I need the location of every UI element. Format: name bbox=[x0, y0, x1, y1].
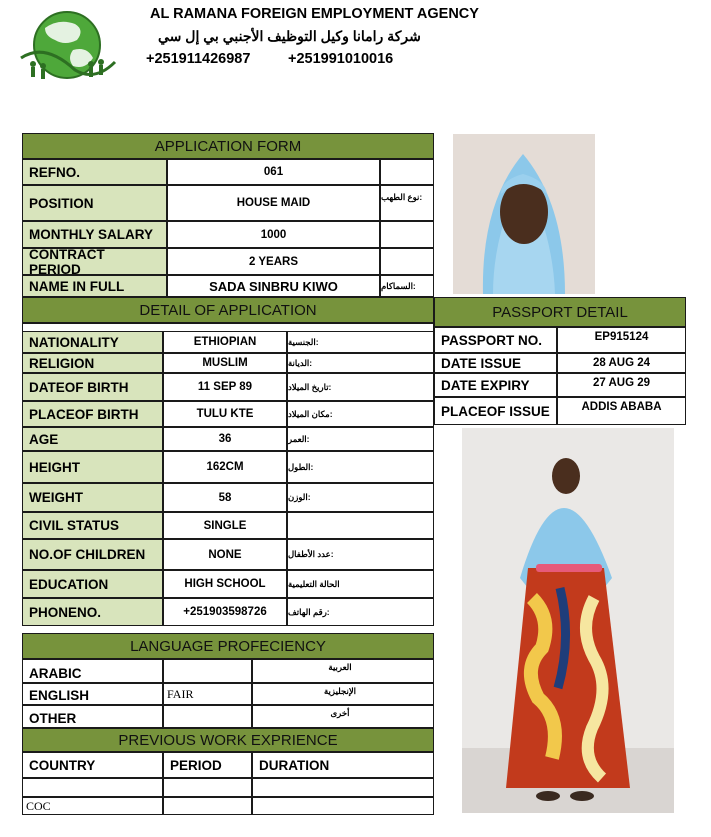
globe-logo-icon bbox=[15, 6, 119, 84]
detail-row-label: RELIGION bbox=[22, 353, 163, 373]
work-col-country: COUNTRY bbox=[22, 752, 163, 778]
passport-row-label: DATE ISSUE bbox=[434, 353, 557, 373]
app-row-label: NAME IN FULL bbox=[22, 275, 167, 297]
passport-row-value: 28 AUG 24 bbox=[557, 353, 686, 373]
passport-row-label: PLACEOF ISSUE bbox=[434, 397, 557, 425]
detail-row-value: TULU KTE bbox=[163, 401, 287, 427]
agency-phone-2: +251991010016 bbox=[288, 51, 394, 67]
agency-name-ar: شركة رامانا وكيل التوظيف الأجنبي بي إل سي bbox=[158, 28, 421, 44]
app-row-arabic bbox=[380, 159, 434, 185]
app-row-value: 061 bbox=[167, 159, 380, 185]
detail-row-label: NO.OF CHILDREN bbox=[22, 539, 163, 570]
detail-spacer bbox=[22, 323, 434, 331]
app-row-arabic bbox=[380, 248, 434, 275]
detail-row-value: HIGH SCHOOL bbox=[163, 570, 287, 598]
passport-row-label: DATE EXPIRY bbox=[434, 373, 557, 397]
detail-row-label: EDUCATION bbox=[22, 570, 163, 598]
coc-label: COC bbox=[22, 797, 163, 815]
detail-row-value: NONE bbox=[163, 539, 287, 570]
coc-period bbox=[163, 797, 252, 815]
detail-row-arabic: :تاريخ الميلاد bbox=[287, 373, 434, 401]
detail-row-value: SINGLE bbox=[163, 512, 287, 539]
detail-row-value: MUSLIM bbox=[163, 353, 287, 373]
applicant-head-photo bbox=[453, 134, 595, 294]
language-row-label: OTHER bbox=[22, 705, 163, 728]
detail-row-arabic: :عدد الأطفال bbox=[287, 539, 434, 570]
detail-row-value: 36 bbox=[163, 427, 287, 451]
app-row-label: REFNO. bbox=[22, 159, 167, 185]
language-proficiency-header: LANGUAGE PROFECIENCY bbox=[22, 633, 434, 659]
detail-row-label: HEIGHT bbox=[22, 451, 163, 483]
passport-row-value: 27 AUG 29 bbox=[557, 373, 686, 397]
detail-row-arabic: :الديانة bbox=[287, 353, 434, 373]
detail-row-arabic: الحالة التعليمية bbox=[287, 570, 434, 598]
app-row-label: MONTHLY SALARY bbox=[22, 221, 167, 248]
work-row-period bbox=[163, 778, 252, 797]
agency-phone-1: +251911426987 bbox=[146, 51, 251, 67]
language-row-level bbox=[163, 705, 252, 728]
detail-of-application-header: DETAIL OF APPLICATION bbox=[22, 297, 434, 323]
language-row-arabic: العربية bbox=[252, 659, 434, 683]
detail-row-arabic: :مكان الميلاد bbox=[287, 401, 434, 427]
detail-row-label: PHONENO. bbox=[22, 598, 163, 626]
detail-row-label: PLACEOF BIRTH bbox=[22, 401, 163, 427]
application-form-header: APPLICATION FORM bbox=[22, 133, 434, 159]
app-row-value: 2 YEARS bbox=[167, 248, 380, 275]
language-row-arabic: الإنجليزية bbox=[252, 683, 434, 705]
detail-row-value: ETHIOPIAN bbox=[163, 331, 287, 353]
passport-detail-header: PASSPORT DETAIL bbox=[434, 297, 686, 327]
app-row-arabic: :نوع الطهب bbox=[380, 185, 434, 221]
detail-row-label: WEIGHT bbox=[22, 483, 163, 512]
detail-row-arabic: :الوزن bbox=[287, 483, 434, 512]
work-row-country bbox=[22, 778, 163, 797]
applicant-full-body-photo bbox=[462, 428, 674, 813]
work-col-duration: DURATION bbox=[252, 752, 434, 778]
app-row-value: HOUSE MAID bbox=[167, 185, 380, 221]
detail-row-label: DATEOF BIRTH bbox=[22, 373, 163, 401]
app-row-value: 1000 bbox=[167, 221, 380, 248]
detail-row-arabic: :العمر bbox=[287, 427, 434, 451]
detail-row-arabic: :رقم الهاتف bbox=[287, 598, 434, 626]
work-col-period: PERIOD bbox=[163, 752, 252, 778]
app-row-arabic bbox=[380, 221, 434, 248]
agency-name-en: AL RAMANA FOREIGN EMPLOYMENT AGENCY bbox=[150, 6, 479, 22]
detail-row-label: NATIONALITY bbox=[22, 331, 163, 353]
work-row-duration bbox=[252, 778, 434, 797]
detail-row-arabic: :الطول bbox=[287, 451, 434, 483]
language-row-level: FAIR bbox=[163, 683, 252, 705]
detail-row-value: 11 SEP 89 bbox=[163, 373, 287, 401]
language-row-label: ARABIC bbox=[22, 659, 163, 683]
app-row-value: SADA SINBRU KIWO bbox=[167, 275, 380, 297]
detail-row-arabic bbox=[287, 512, 434, 539]
language-row-level bbox=[163, 659, 252, 683]
detail-row-value: 162CM bbox=[163, 451, 287, 483]
detail-row-value: +251903598726 bbox=[163, 598, 287, 626]
previous-work-header: PREVIOUS WORK EXPRIENCE bbox=[22, 728, 434, 752]
coc-duration bbox=[252, 797, 434, 815]
language-row-arabic: أخرى bbox=[252, 705, 434, 728]
agency-logo bbox=[15, 6, 119, 84]
app-row-label: POSITION bbox=[22, 185, 167, 221]
detail-row-value: 58 bbox=[163, 483, 287, 512]
detail-row-label: CIVIL STATUS bbox=[22, 512, 163, 539]
passport-row-label: PASSPORT NO. bbox=[434, 327, 557, 353]
passport-row-value: ADDIS ABABA bbox=[557, 397, 686, 425]
detail-row-label: AGE bbox=[22, 427, 163, 451]
app-row-label: CONTRACT PERIOD bbox=[22, 248, 167, 275]
passport-row-value: EP915124 bbox=[557, 327, 686, 353]
detail-row-arabic: :الجنسية bbox=[287, 331, 434, 353]
language-row-label: ENGLISH bbox=[22, 683, 163, 705]
app-row-arabic: :السماكام bbox=[380, 275, 434, 297]
